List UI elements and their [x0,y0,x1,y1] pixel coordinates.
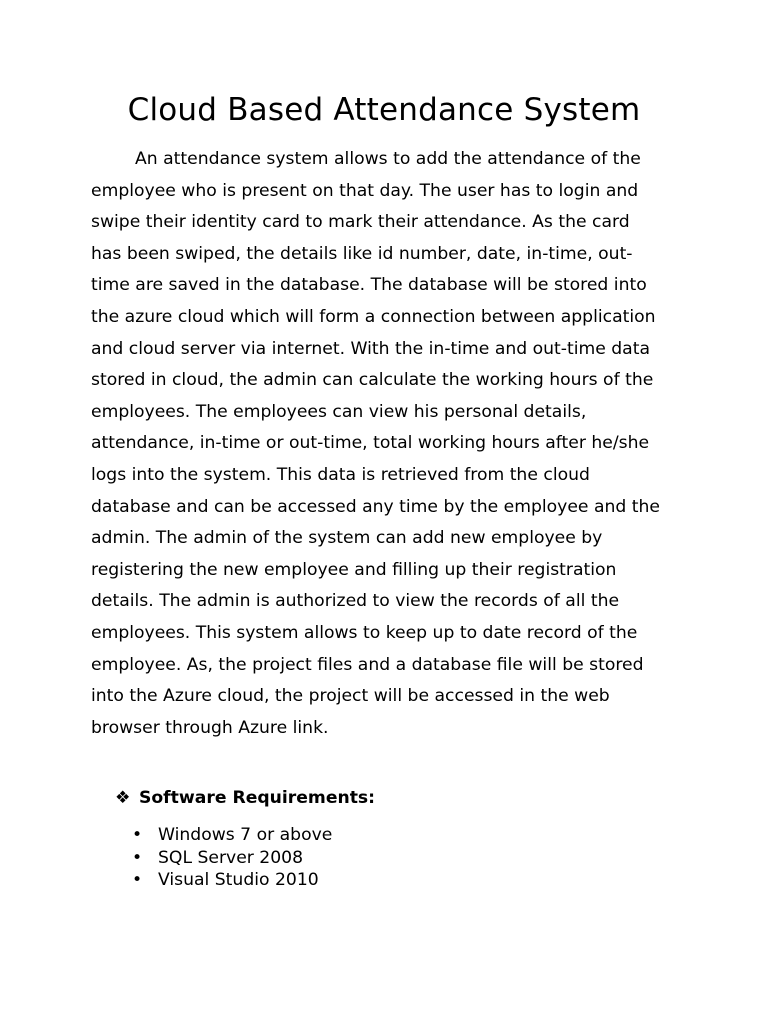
bullet-dot-icon: • [132,847,143,868]
requirements-list [130,824,332,892]
paragraph-line: has been swiped, the details like id number, date, in-time, out- [91,243,633,264]
paragraph-line: the azure cloud which will form a connection between application [91,306,656,327]
paragraph-line: and cloud server via internet. With the in-time and out-time data [91,338,650,359]
paragraph-line: time are saved in the database. The database will be stored into [91,275,647,296]
document-title: Cloud Based Attendance System [127,92,641,128]
list-item-text: Visual Studio 2010 [158,870,319,890]
software-requirements-heading [115,785,375,811]
bullet-dot-icon: • [132,870,143,890]
paragraph-line: into the Azure cloud, the project will be accessed in the web [91,686,610,707]
paragraph-line: registering the new employee and filling up their registration [91,559,617,580]
list-item [130,824,332,847]
paragraph-line: employees. This system allows to keep up to date record of the [91,622,638,643]
paragraph-line: An attendance system allows to add the attendance of the [135,149,641,169]
list-item-text: Windows 7 or above [158,825,333,845]
paragraph-line: employee who is present on that day. The user has to login and [91,180,639,201]
paragraph-line: stored in cloud, the admin can calculate the working hours of the [91,370,654,391]
paragraph-line: swipe their identity card to mark their attendance. As the card [91,212,630,233]
paragraph-line: employees. The employees can view his personal details, [91,401,587,422]
paragraph-line: admin. The admin of the system can add new employee by [91,528,603,549]
paragraph-line: attendance, in-time or out-time, total working hours after he/she [91,433,650,454]
body-paragraph [91,144,691,744]
list-item [130,847,332,870]
list-item-text: SQL Server 2008 [158,847,304,868]
bullet-dot-icon: • [132,825,143,845]
list-item [130,869,332,892]
paragraph-line: details. The admin is authorized to view the records of all the [91,591,620,612]
paragraph-line: browser through Azure link. [91,717,329,738]
paragraph-line: logs into the system. This data is retrieved from the cloud [91,464,590,485]
diamond-bullet-icon: ❖ [115,788,131,808]
section-heading-text: Software Requirements: [138,788,376,808]
paragraph-line: database and can be accessed any time by the employee and the [91,496,660,517]
paragraph-line: employee. As, the project files and a database file will be stored [91,654,644,675]
